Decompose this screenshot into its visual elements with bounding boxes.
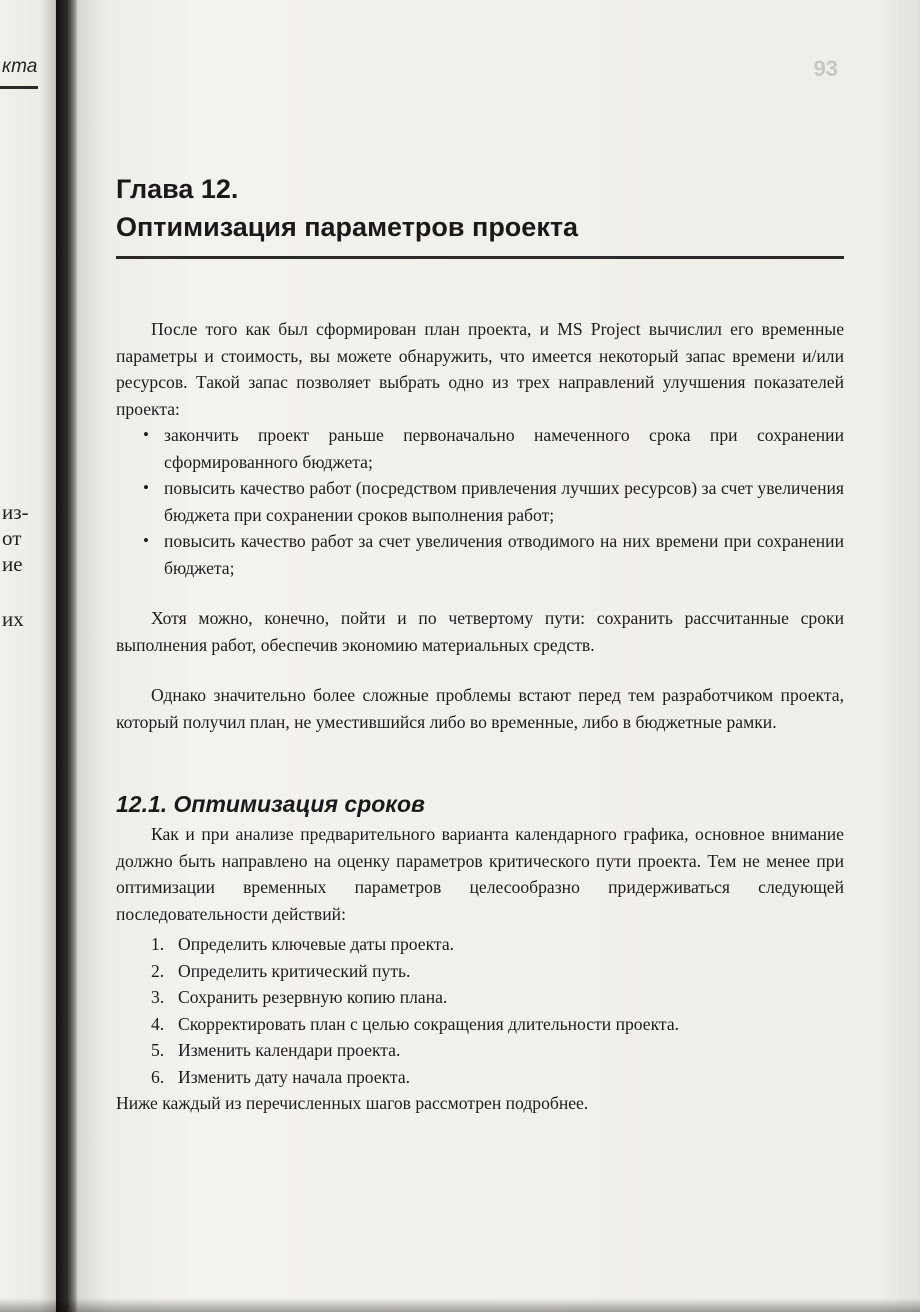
step-number: 5. [151, 1040, 165, 1060]
previous-page-margin [0, 0, 64, 1312]
list-item [151, 1037, 844, 1064]
step-number: 2. [151, 960, 165, 981]
complex-problems-paragraph: Однако значительно более сложные проблемы встают перед тем разработчиком проекта, который получил план, не уместившийся либо во временные, либо в бюджетные рамки. [116, 685, 844, 732]
previous-page-rule [0, 86, 38, 89]
fourth-path-paragraph: Хотя можно, конечно, пойти и по четвертому пути: сохранить рассчитанные сроки выполнения работ, обеспечив экономию материальных средств. [116, 608, 844, 655]
intro-paragraph: После того как был сформирован план проекта, и MS Project вычислил его временные параметры и стоимость, вы можете обнаружить, что имеется некоторый запас времени и/или ресурсов. Такой запас позволяет выбрать одно из трех направлений улучшения показателей проекта: [116, 319, 844, 419]
step-text: Изменить календари проекта. [178, 1040, 401, 1060]
step-number: 4. [151, 1013, 165, 1034]
improvement-directions-list [140, 422, 844, 581]
list-item: • повысить качество работ за счет увеличения отводимого на них времени при сохранении бюджета; [140, 528, 844, 581]
chapter-label: Глава 12. [116, 174, 239, 204]
page-edge-shadow [0, 1298, 920, 1312]
chapter-divider [116, 256, 844, 259]
page-number: 93 [813, 56, 838, 81]
optimization-steps-list [151, 931, 844, 1090]
previous-page-fragment: кта [2, 56, 38, 77]
step-number: 6. [151, 1066, 165, 1087]
list-item [151, 931, 844, 958]
previous-page-fragment: от [2, 526, 22, 550]
section-paragraph: Как и при анализе предварительного варианта календарного графика, основное внимание должно быть направлено на оценку параметров критического пути проекта. Тем не менее при оптимизации временных параметров целесообразно придерживаться следующей последовательности действий: [116, 824, 844, 924]
list-item [151, 1011, 844, 1038]
list-item [151, 1064, 844, 1091]
step-text: Сохранить резервную копию плана. [178, 987, 448, 1007]
page-body [116, 316, 844, 1117]
list-item: • повысить качество работ (посредством привлечения лучших ресурсов) за счет увеличения бюджета при сохранении сроков выполнения работ; [140, 475, 844, 528]
section-heading: 12.1. Оптимизация сроков [116, 791, 425, 817]
chapter-heading [116, 170, 578, 246]
closing-line: Ниже каждый из перечисленных шагов рассмотрен подробнее. [116, 1093, 589, 1113]
list-item [151, 984, 844, 1011]
step-text: Изменить дату начала проекта. [178, 1066, 411, 1087]
previous-page-fragment: их [2, 607, 24, 631]
previous-page-fragment: ие [2, 552, 23, 576]
book-page [78, 0, 920, 1312]
chapter-title: Оптимизация параметров проекта [116, 212, 579, 242]
book-spine-shadow [56, 0, 78, 1312]
list-item [151, 958, 844, 985]
step-text: Скорректировать план с целью сокращения длительности проекта. [178, 1013, 680, 1034]
step-number: 3. [151, 987, 165, 1007]
step-number: 1. [151, 934, 165, 954]
previous-page-fragment: из- [2, 500, 29, 524]
step-text: Определить ключевые даты проекта. [178, 934, 455, 954]
step-text: Определить критический путь. [178, 960, 411, 981]
list-item: • закончить проект раньше первоначально намеченного срока при сохранении сформированного бюджета; [140, 422, 844, 475]
